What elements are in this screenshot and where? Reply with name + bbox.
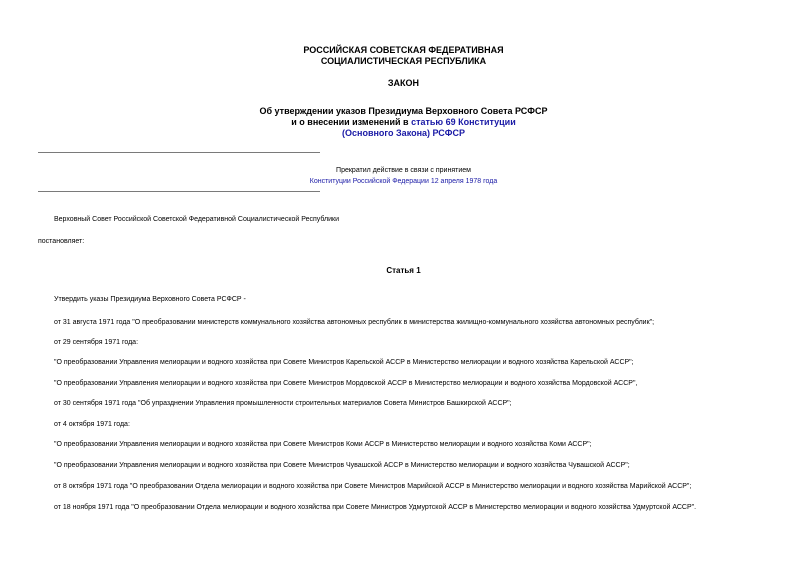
preamble-text: Верховный Совет Российской Советской Федеративной Социалистической Республики <box>54 216 339 223</box>
constitution-law-link[interactable]: (Основного Закона) РСФСР <box>342 128 465 138</box>
constitution-article-link[interactable]: статью 69 Конституции <box>411 117 516 127</box>
preamble-resolves: постановляет: <box>38 238 85 245</box>
title-line-2-text: и о внесении изменений в <box>291 117 412 127</box>
article-paragraph: "О преобразовании Управления мелиорации и водного хозяйства при Совете Министров Карельской АССР в Министерство мелиорации и водного хозяйства Карельской АССР"; <box>54 359 634 366</box>
article-paragraph: Утвердить указы Президиума Верховного Совета РСФСР - <box>54 296 246 303</box>
article-paragraph: от 30 сентября 1971 года "Об упразднении Управления промышленности строительных материалов Совета Министров Башкирской АССР"; <box>54 400 512 407</box>
article-paragraph: от 8 октября 1971 года "О преобразовании Отдела мелиорации и водного хозяйства при Совете Министров Марийской АССР в Министерство мелиорации и водного хозяйства Марийской АССР"; <box>54 483 692 490</box>
divider-top <box>38 152 320 153</box>
article-paragraph: "О преобразовании Управления мелиорации и водного хозяйства при Совете Министров Мордовской АССР в Министерство мелиорации и водного хозяйства Мордовской АССР", <box>54 380 638 387</box>
title-line-2 <box>0 117 807 128</box>
divider-bottom <box>38 191 320 192</box>
article-paragraph: "О преобразовании Управления мелиорации и водного хозяйства при Совете Министров Коми АССР в Министерство мелиорации и водного хозяйства Коми АССР"; <box>54 441 592 448</box>
article-heading: Статья 1 <box>386 266 421 275</box>
document-type: ЗАКОН <box>387 78 420 88</box>
status-note: Прекратил действие в связи с принятием <box>336 167 471 174</box>
article-paragraph: от 4 октября 1971 года: <box>54 421 130 428</box>
status-link[interactable]: Конституции Российской Федерации 12 апреля 1978 года <box>309 178 498 185</box>
header-line-2: СОЦИАЛИСТИЧЕСКАЯ РЕСПУБЛИКА <box>320 56 487 66</box>
article-paragraph: от 29 сентября 1971 года: <box>54 339 139 346</box>
article-paragraph: от 31 августа 1971 года "О преобразовании министерств коммунального хозяйства автономных республик в министерства жилищно-коммунального хозяйства автономных республик"; <box>54 319 655 326</box>
title-line-1: Об утверждении указов Президиума Верховного Совета РСФСР <box>259 106 548 116</box>
article-paragraph: "О преобразовании Управления мелиорации и водного хозяйства при Совете Министров Чувашской АССР в Министерство мелиорации и водного хозяйства Чувашской АССР"; <box>54 462 630 469</box>
header-line-1: РОССИЙСКАЯ СОВЕТСКАЯ ФЕДЕРАТИВНАЯ <box>303 45 504 55</box>
article-paragraph: от 18 ноября 1971 года "О преобразовании Отдела мелиорации и водного хозяйства при Совете Министров Удмуртской АССР в Министерство мелиорации и водного хозяйства Удмуртской АССР". <box>54 504 697 511</box>
